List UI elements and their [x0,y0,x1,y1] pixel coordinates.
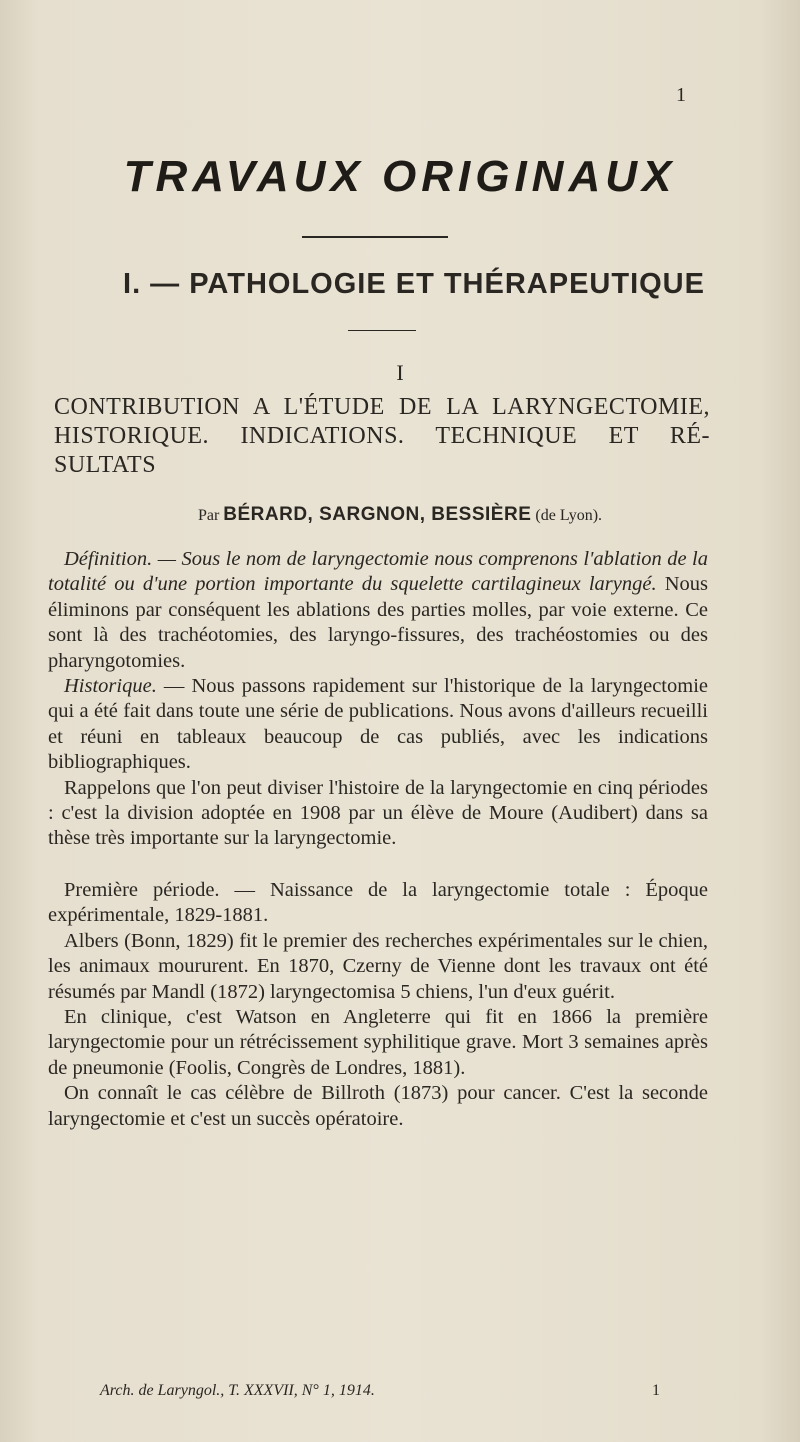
historique-label: Historique. [64,675,157,698]
main-title: TRAVAUX ORIGINAUX [123,152,677,201]
article-number: I [396,360,404,385]
byline-authors: BÉRARD, SARGNON, BESSIÈRE [223,504,532,525]
byline-prefix: Par [197,507,220,524]
historique-text: — Nous passons rapidement sur l'historique de la laryngectomie qui a été fait dans toute une série de publications. Nous avons d'ailleurs recueilli et réuni en tableaux beaucoup de cas publiés, avec les indications bibliographiques. [48,675,708,774]
article-title-line: CONTRIBUTION A L'ÉTUDE DE LA LARYNGECTOMIE, [54,394,710,420]
body-text [48,547,708,1132]
footer-journal: Arch. de Laryngol., T. XXXVII, N° 1, 1914. [100,1382,375,1399]
rule-lower [348,330,416,331]
byline [0,504,800,526]
footer [100,1382,660,1400]
article-title-line: SULTATS [54,452,157,478]
definition-dash: — [152,548,182,570]
body-paragraph: En clinique, c'est Watson en Angleterre qui fit en 1866 la première laryngectomie pour un rétrécissement syphilitique grave. Mort 3 semaines après de pneumonie (Foolis, Congrès de Londres, 1881). [48,1005,708,1079]
byline-affiliation: (de Lyon). [535,507,603,524]
footer-signature: 1 [652,1382,660,1399]
page-number-top: 1 [676,84,686,106]
body-paragraph: Rappelons que l'on peut diviser l'histoire de la laryngectomie en cinq périodes : c'est la division adoptée en 1908 par un élève de Moure (Audibert) dans sa thèse très importante sur la laryngectomie. [48,776,708,850]
historique-paragraph [48,674,708,776]
body-paragraph: On connaît le cas célèbre de Billroth (1873) pour cancer. C'est la seconde laryngectomie et c'est un succès opératoire. [48,1082,708,1130]
body-paragraph: Albers (Bonn, 1829) fit le premier des recherches expérimentales sur le chien, les animaux moururent. En 1870, Czerny de Vienne dont les travaux ont été résumés par Mandl (1872) laryngectomisa 5 chiens, l'un d'eux guérit. [48,929,708,1003]
definition-italic-text: Sous le nom de laryngectomie nous comprenons l'ablation de la totalité ou d'une portion importante du squelette cartilagineux laryngé. [48,548,708,596]
definition-paragraph [48,547,708,674]
article-title [54,393,710,480]
section-heading: I. — PATHOLOGIE ET THÉRAPEUTIQUE [123,268,705,300]
body-paragraph: Première période. — Naissance de la laryngectomie totale : Époque expérimentale, 1829-1881. [48,878,708,927]
definition-text: Nous éliminons par conséquent les ablations des parties molles, par voie externe. Ce sont là des trachéotomies, des laryngo-fissures, des trachéostomies ou des pharyngotomies. [48,573,708,672]
rule-upper [302,236,448,238]
definition-label: Définition. [64,548,153,570]
article-title-line: HISTORIQUE. INDICATIONS. TECHNIQUE ET RÉ- [54,423,710,449]
